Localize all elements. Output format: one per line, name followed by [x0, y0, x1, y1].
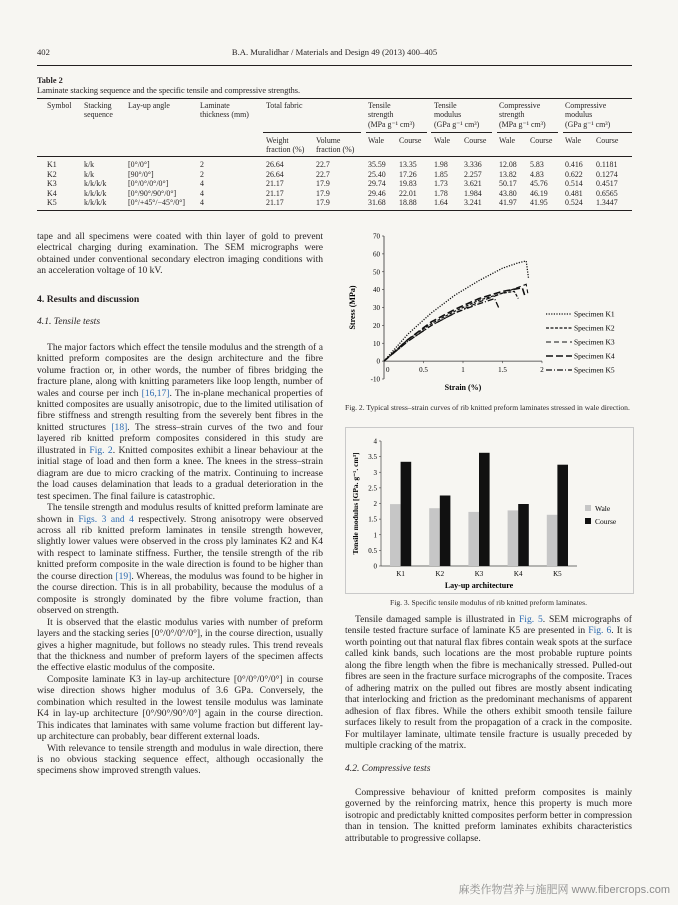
table-cell: k/k [84, 169, 95, 179]
th-cmod-wale: Wale [565, 136, 582, 145]
legend-label: Course [595, 517, 617, 526]
y-tick-label: 0 [373, 562, 377, 571]
table-cell: 0.6565 [596, 188, 618, 198]
table-cell: 12.08 [499, 160, 517, 169]
table-cell: k/k/k/k [84, 188, 107, 198]
total-fabric-rule [263, 132, 361, 133]
table-cell: 35.59 [368, 160, 386, 169]
x-tick-label: 1.5 [498, 366, 507, 375]
series-line [384, 299, 499, 362]
right-column [345, 614, 632, 844]
table-cell: [0°/+45°/−45°/0°] [128, 198, 186, 207]
table-cell: K2 [47, 169, 57, 179]
table-cell: 2.257 [464, 169, 482, 179]
th-volume-fraction: Volume fraction (%) [316, 136, 355, 155]
header-rule [37, 65, 632, 66]
y-tick-label: 1 [373, 531, 377, 540]
table-cell: 29.46 [368, 188, 386, 198]
legend-label: Wale [595, 504, 611, 513]
th-laminate-thickness: Laminate thickness (mm) [200, 101, 249, 120]
th-cstr-wale: Wale [499, 136, 516, 145]
table-cell: 1.85 [434, 169, 448, 179]
paragraph: With relevance to tensile strength and modulus in wale direction, there is no obvious stacking sequence effect, although occasionally the specimens show improved strength values. [37, 742, 323, 777]
table-caption: Laminate stacking sequence and the specific tensile and compressive strengths. [37, 86, 301, 95]
table-cell: 22.01 [399, 188, 417, 198]
running-title: B.A. Muralidhar / Materials and Design 49 (2013) 400–405 [231, 47, 438, 57]
table-cell: 0.622 [565, 169, 583, 179]
table-cell: 17.9 [316, 198, 330, 207]
page-number: 402 [37, 47, 50, 57]
table-cell: [0°/90°/90°/0°] [128, 188, 177, 198]
th-stacking: Stacking sequence [84, 101, 113, 120]
table-cell: 22.7 [316, 160, 330, 169]
x-tick-label: K2 [435, 570, 445, 578]
y-tick-label: 2.5 [368, 484, 377, 493]
table-bottom-rule [37, 210, 632, 211]
paragraph: Tensile damaged sample is illustrated in Fig. 5. SEM micrographs of tensile tested fracture surface of laminate K5 are presented in Fig. 6. It is worth pointing out that natural flax fibres contain weak spots at the surface called kink bands, such locations are the most probable rupture points along the fibre length when the fibre is mechanically stressed. Pulled-out fibres are seen in the fracture surface micrographs of the composite. Traces of adhering matrix on the pulled out fibres are mostly absent indicating that interlocking and friction as the predominant mechanisms of apparent adhesion of flax fibres. While the others exhibit smooth tensile failure surfaces likely to result from the propagation of a crack in the composite. For multilayer laminate, ultimate tensile fracture is usually preceded by multiple cracking of the matrix. [345, 614, 632, 751]
bar [429, 508, 440, 566]
series-line [384, 288, 525, 361]
th-cmod-course: Course [596, 136, 619, 145]
x-tick-label: K4 [513, 570, 523, 578]
th-tensile-modulus: Tensile modulus (GPa g⁻¹ cm³) [434, 101, 480, 129]
table-cell: [0°/0°/0°/0°] [128, 179, 169, 188]
y-tick-label: -10 [370, 375, 380, 384]
y-tick-label: 30 [373, 304, 380, 312]
table-cell: 2 [200, 160, 204, 169]
table-cell: 19.83 [399, 179, 417, 188]
citation-link[interactable]: [19] [115, 570, 132, 582]
table-cell: 13.35 [399, 160, 417, 169]
table-cell: 0.1274 [596, 169, 618, 179]
y-tick-label: 0 [376, 357, 380, 366]
paragraph: tape and all specimens were coated with thin layer of gold to prevent electrical charging during examination. The SEM micrographs were obtained under conventional secondary electron imaging conditions with an acceleration voltage of 10 kV. [37, 231, 323, 277]
y-tick-label: 1.5 [368, 515, 377, 524]
table-cell: 21.17 [266, 179, 284, 188]
table-cell: 0.4517 [596, 179, 618, 188]
table-cell: 1.73 [434, 179, 448, 188]
y-tick-label: 50 [373, 268, 380, 277]
table-cell: K4 [47, 188, 57, 198]
y-tick-label: 3 [373, 468, 377, 477]
th-tensile-strength: Tensile strength (MPa g⁻¹ cm³) [368, 101, 415, 129]
th-layup: Lay-up angle [128, 101, 170, 110]
bar [508, 510, 519, 566]
subsection-heading: 4.2. Compressive tests [345, 763, 431, 775]
table-cell: K5 [47, 198, 57, 207]
paragraph: The tensile strength and modulus results of knitted preform laminate are shown in Figs. 3 and 4 respectively. Strong anisotropy were observed across all rib knitted preform laminates in tensile strength however, slightly lower values were observed in the cross ply laminates K2 and K4 with respect to laminate stiffness. Further, the tensile strength of the rib knitted preform composite in the wale direction is found to be higher than the course direction [19]. Whereas, the modulus was found to be higher in the course direction. This is in all probability, because the modulus of a composite is strongly dominated by the fibre volume fraction, than observed on strength. [37, 502, 324, 617]
y-axis-label: Tensile modulus [GPa. g⁻¹. cm³] [351, 452, 360, 555]
th-compressive-modulus: Compressive modulus (GPa g⁻¹ cm³) [565, 101, 611, 129]
x-tick-label: K3 [474, 570, 484, 578]
fig2-stress-strain-chart [340, 226, 632, 398]
bar [479, 453, 490, 566]
legend-label: Specimen K3 [574, 337, 615, 347]
x-tick-label: 0 [386, 366, 390, 375]
table-cell: 17.9 [316, 188, 330, 198]
table-cell: 0.481 [565, 188, 583, 198]
table-cell: 17.26 [399, 169, 417, 179]
y-tick-label: 20 [373, 321, 380, 330]
fig3-tensile-modulus-chart [345, 427, 632, 592]
table-cell: 21.17 [266, 188, 284, 198]
table-cell: 1.3447 [596, 198, 618, 207]
citation-link[interactable]: [16,17] [141, 387, 170, 399]
th-symbol: Symbol [47, 101, 72, 110]
left-column [37, 231, 323, 777]
table-cell: 26.64 [266, 160, 284, 169]
table-cell: 1.98 [434, 160, 448, 169]
table-cell: 18.88 [399, 198, 417, 207]
table-cell: 0.1181 [596, 160, 618, 169]
tmod-rule [431, 132, 492, 133]
x-tick-label: K1 [396, 570, 405, 578]
y-tick-label: 0.5 [368, 546, 377, 555]
table-cell: 26.64 [266, 169, 284, 179]
table-cell: 2 [200, 169, 204, 179]
figure-link[interactable]: Figs. 3 and 4 [78, 513, 134, 525]
legend-swatch [585, 505, 591, 511]
th-compressive-strength: Compressive strength (MPa g⁻¹ cm³) [499, 101, 546, 129]
bar [518, 504, 529, 566]
table-cell: 0.514 [565, 179, 583, 188]
table-cell: 46.19 [530, 188, 548, 198]
y-tick-label: 10 [373, 339, 380, 348]
table-cell: 3.241 [464, 198, 482, 207]
th-cstr-course: Course [530, 136, 553, 145]
table-cell: 4 [200, 198, 204, 207]
table-cell: 43.80 [499, 188, 517, 198]
y-tick-label: 70 [373, 232, 380, 241]
x-tick-label: 0.5 [419, 366, 428, 375]
legend-swatch [585, 518, 591, 524]
table-cell: k/k/k/k [84, 198, 107, 207]
series-line [384, 291, 518, 361]
figure-link[interactable]: Fig. 6 [588, 625, 612, 637]
table-cell: k/k [84, 160, 95, 169]
table-cell: 3.336 [464, 160, 482, 169]
table-cell: 1.64 [434, 198, 448, 207]
th-total-fabric: Total fabric [266, 101, 303, 110]
legend-label: Specimen K5 [574, 365, 615, 375]
th-tstr-course: Course [399, 136, 422, 145]
bar [468, 512, 479, 566]
y-tick-label: 60 [373, 250, 380, 259]
table-top-rule [37, 98, 632, 99]
legend-label: Specimen K1 [574, 309, 615, 319]
table-cell: 21.17 [266, 198, 284, 207]
watermark: 麻类作物营养与施肥网 www.fibercrops.com [458, 884, 670, 896]
table-cell: 0.524 [565, 198, 583, 207]
citation-link[interactable]: [18] [111, 421, 128, 433]
table-cell: 4.83 [530, 169, 544, 179]
table-cell: 31.68 [368, 198, 386, 207]
cmod-rule [563, 132, 632, 133]
tstr-rule [366, 132, 427, 133]
cstr-rule [497, 132, 558, 133]
table-cell: 45.76 [530, 179, 548, 188]
table-cell: K3 [47, 179, 57, 188]
y-tick-label: 40 [373, 286, 380, 295]
y-axis-label: Stress (MPa) [348, 285, 357, 330]
table-cell: 50.17 [499, 179, 517, 188]
y-tick-label: 3.5 [368, 453, 377, 462]
table-cell: 29.74 [368, 179, 386, 188]
table-cell: K1 [47, 160, 57, 169]
table-cell: 1.984 [464, 188, 482, 198]
x-tick-label: 1 [461, 366, 465, 375]
table-cell: 41.97 [499, 198, 517, 207]
table-cell: 1.78 [434, 188, 448, 198]
table-cell: 3.621 [464, 179, 482, 188]
paragraph: Composite laminate K3 in lay-up architecture [0°/0°/0°/0°] in course wise direction shows higher modulus of 3.6 GPa. Conversely, the combination which resulted in the lowest tensile modulus was laminate K4 in lay-up architecture [0°/90°/90°/0°] again in the course direction. This indicates that laminates with same volume fraction but different lay-up architecture can probably, bear different external loads. [37, 673, 323, 743]
y-tick-label: 4 [373, 437, 377, 446]
table-cell: 4 [200, 179, 204, 188]
paragraph: It is observed that the elastic modulus varies with number of preform layers and the stacking series [0°/0°/0°/0°], in the course direction, usually gives a higher magnitude, but follows no steady rules. This trend reveals that the thickness and number of preform layers of the specimen affects the effective elastic modulus of the composite. [37, 616, 323, 674]
figure-link[interactable]: Fig. 5 [519, 614, 543, 625]
y-tick-label: 2 [373, 500, 377, 508]
fig2-caption: Fig. 2. Typical stress–strain curves of rib knitted preform laminates stressed in wale direction. [345, 403, 630, 412]
table-cell: 4 [200, 188, 204, 198]
table-header-rule [37, 156, 632, 157]
bar [557, 465, 568, 566]
paragraph: The major factors which effect the tensile modulus and the strength of a knitted preform composites are the design architecture and the fibre volume fraction or, in other words, the number of fibres bridging the fracture plane, along with knitting parameters like loop length, number of wales and course per inch [16,17]. The in-plane mechanical properties of knitted composites are usually anisotropic, due to the limited utilisation of fibre stiffness and strength resulting from the severely bent fibres in the knitted structures [18]. The stress–strain curves of the two and four layered rib knitted preform composites considered in this study are illustrated in Fig. 2. Knitted composites exhibit a linear behaviour at the initial stage of load and then form a knee. The knees in the stress–strain diagram are due to micro cracking of the matrix. Continuing to increase the load causes delamination that leads to a gradual deterioration in the test specimen. The final failure is catastrophic. [37, 341, 324, 502]
bar [440, 496, 451, 567]
th-tmod-course: Course [464, 136, 487, 145]
legend-label: Specimen K2 [574, 323, 615, 333]
x-tick-label: 2 [540, 366, 544, 375]
table-cell: 13.82 [499, 169, 517, 179]
figure-link[interactable]: Fig. 2 [89, 444, 113, 456]
bar [390, 504, 401, 566]
th-tmod-wale: Wale [434, 136, 451, 145]
section-heading: 4. Results and discussion [37, 293, 140, 305]
table-label: Table 2 [37, 76, 63, 85]
legend-label: Specimen K4 [574, 351, 615, 361]
x-tick-label: K5 [553, 570, 562, 578]
subsection-heading: 4.1. Tensile tests [37, 316, 101, 328]
table-cell: 22.7 [316, 169, 330, 179]
th-tstr-wale: Wale [368, 136, 385, 145]
paragraph: Compressive behaviour of knitted preform composites is mainly governed by the reinforcing matrix, hence this property is much more isotropic and predictably knitted composites perform better in compression than in tension. The knitted preform laminates exhibits characteristics attributable to progressive collapse. [345, 786, 632, 844]
x-axis-label: Strain (%) [444, 383, 482, 392]
table-cell: [0°/0°] [128, 160, 150, 169]
x-axis-label: Lay-up architecture [444, 581, 514, 590]
table-cell: 17.9 [316, 179, 330, 188]
table-cell: 0.416 [565, 160, 583, 169]
series-line [384, 284, 528, 361]
th-weight-fraction: Weight fraction (%) [266, 136, 305, 155]
bar [547, 515, 558, 566]
table-cell: [90°/0°] [128, 169, 154, 179]
table-cell: 25.40 [368, 169, 386, 179]
bar [401, 462, 412, 566]
fig3-caption: Fig. 3. Specific tensile modulus of rib knitted preform laminates. [390, 598, 587, 607]
table-cell: 5.83 [530, 160, 544, 169]
table-cell: 41.95 [530, 198, 548, 207]
table-cell: k/k/k/k [84, 179, 107, 188]
